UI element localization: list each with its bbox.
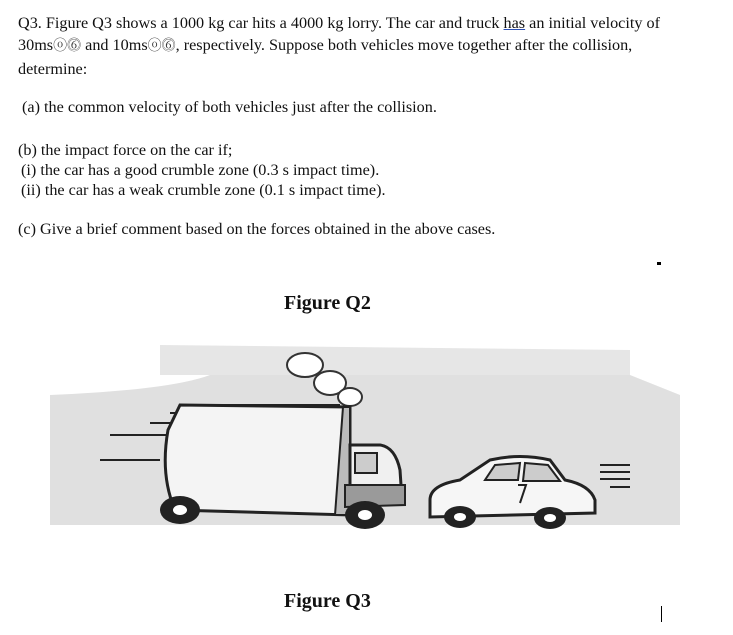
text-cursor [661, 606, 662, 622]
lorry-velocity: and 10ms [81, 36, 148, 54]
unit-glyph-icon: ⓞ⓺ [53, 39, 82, 54]
part-c: (c) Give a brief comment based on the forces obtained in the above cases. [18, 220, 496, 238]
figure-q3-caption: Figure Q3 [284, 590, 371, 612]
part-b-intro: (b) the impact force on the car if; [18, 141, 233, 159]
collision-illustration [50, 335, 680, 560]
question-text: Q3. Figure Q3 shows a 1000 kg car hits a 4000 kg lorry. The car and truck [18, 14, 504, 32]
car-velocity: 30ms [18, 36, 54, 54]
question-stem [18, 12, 723, 80]
figure-q2-caption: Figure Q2 [284, 292, 371, 314]
stray-mark [657, 262, 661, 265]
part-b [18, 140, 386, 200]
part-b-i: (i) the car has a good crumble zone (0.3 s impact time). [21, 161, 380, 179]
question-text: , respectively. Suppose both vehicles move together after the collision, [175, 36, 633, 54]
underlined-word: has [503, 14, 526, 32]
question-text: an initial velocity of [525, 14, 660, 32]
part-a: (a) the common velocity of both vehicles just after the collision. [22, 98, 437, 116]
unit-glyph-icon: ⓞ⓺ [147, 39, 176, 54]
question-line-3: determine: [18, 60, 88, 78]
part-b-ii: (ii) the car has a weak crumble zone (0.1 s impact time). [21, 181, 386, 199]
question-line-1 [18, 12, 723, 34]
question-line-2 [18, 34, 723, 58]
